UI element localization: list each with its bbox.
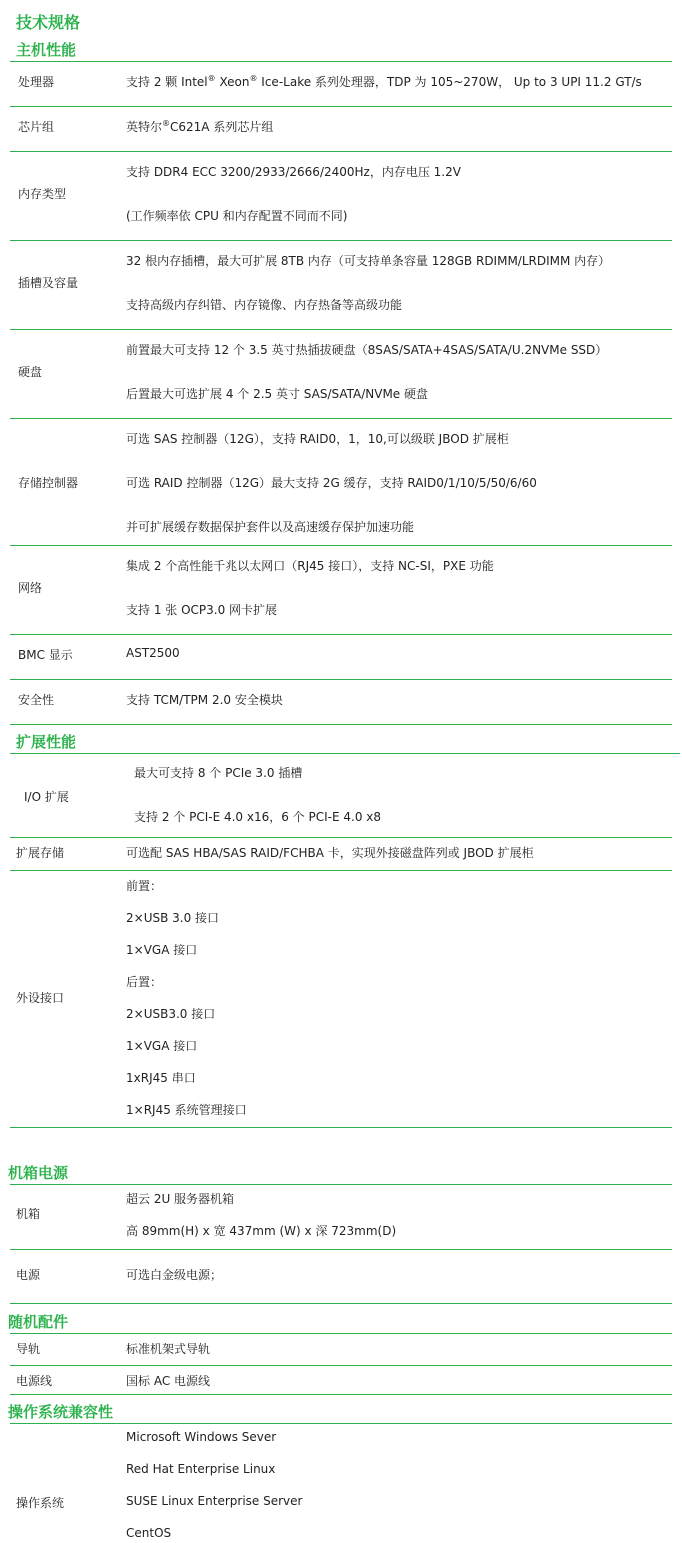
row-value-ports: 前置： bbox=[126, 879, 163, 893]
row-value-cord: 国标 AC 电源线 bbox=[126, 1374, 211, 1388]
row-value-bmc: AST2500 bbox=[126, 646, 180, 660]
row-label-memtype: 内存类型 bbox=[18, 187, 67, 201]
page-title: 技术规格 bbox=[16, 13, 81, 32]
row-label-bmc: BMC 显示 bbox=[18, 648, 73, 662]
row-value-ports: 后置： bbox=[126, 975, 163, 989]
divider bbox=[10, 418, 672, 419]
row-label-rail: 导轨 bbox=[16, 1342, 41, 1356]
row-value-memtype: 支持 DDR4 ECC 3200/2933/2666/2400Hz，内存电压 1.2V bbox=[126, 165, 461, 179]
row-value-ports: 2×USB 3.0 接口 bbox=[126, 911, 220, 925]
section-heading-host: 主机性能 bbox=[16, 41, 77, 59]
divider bbox=[10, 1249, 672, 1250]
divider bbox=[10, 679, 672, 680]
row-value-memtype: (工作频率依 CPU 和内存配置不同而不同) bbox=[126, 209, 348, 223]
row-label-network: 网络 bbox=[18, 581, 43, 595]
row-label-psu: 电源 bbox=[16, 1268, 41, 1282]
row-value-os: Microsoft Windows Sever bbox=[126, 1430, 277, 1444]
row-value-ports: 1×VGA 接口 bbox=[126, 943, 198, 957]
row-value-io: 支持 2 个 PCI-E 4.0 x16，6 个 PCI-E 4.0 x8 bbox=[134, 810, 382, 824]
section-heading-os: 操作系统兼容性 bbox=[8, 1403, 114, 1421]
row-value-storage: 并可扩展缓存数据保护套件以及高速缓存保护加速功能 bbox=[126, 520, 415, 534]
row-value-os: Red Hat Enterprise Linux bbox=[126, 1462, 276, 1476]
row-value-network: 支持 1 张 OCP3.0 网卡扩展 bbox=[126, 603, 278, 617]
section-heading-expansion: 扩展性能 bbox=[16, 733, 77, 751]
row-value-storage: 可选 SAS 控制器（12G），支持 RAID0，1，10,可以级联 JBOD 扩展柜 bbox=[126, 432, 509, 446]
row-label-disk: 硬盘 bbox=[18, 365, 43, 379]
row-value-psu: 可选白金级电源； bbox=[126, 1268, 223, 1282]
divider bbox=[10, 151, 672, 152]
divider bbox=[10, 1303, 672, 1304]
divider bbox=[10, 724, 672, 725]
section-heading-chassis: 机箱电源 bbox=[8, 1164, 69, 1182]
row-value-cpu: 支持 2 颗 Intel® Xeon® Ice-Lake 系列处理器，TDP 为 105~270W， Up to 3 UPI 11.2 GT/s bbox=[126, 74, 642, 89]
row-value-case: 超云 2U 服务器机箱 bbox=[126, 1192, 235, 1206]
divider bbox=[10, 1127, 672, 1128]
divider bbox=[10, 634, 672, 635]
row-value-os: SUSE Linux Enterprise Server bbox=[126, 1494, 303, 1508]
row-value-rail: 标准机架式导轨 bbox=[126, 1342, 211, 1356]
row-value-ports: 1×RJ45 系统管理接口 bbox=[126, 1103, 247, 1117]
divider bbox=[10, 1365, 672, 1366]
row-label-io: I/O 扩展 bbox=[24, 790, 69, 804]
row-value-io: 最大可支持 8 个 PCIe 3.0 插槽 bbox=[134, 766, 303, 780]
row-label-extstorage: 扩展存储 bbox=[16, 846, 65, 860]
row-label-storage: 存储控制器 bbox=[18, 476, 79, 490]
row-value-extstorage: 可选配 SAS HBA/SAS RAID/FCHBA 卡，实现外接磁盘阵列或 JBOD 扩展柜 bbox=[126, 846, 534, 860]
divider bbox=[10, 106, 672, 107]
row-value-disk: 后置最大可选扩展 4 个 2.5 英寸 SAS/SATA/NVMe 硬盘 bbox=[126, 387, 429, 401]
divider bbox=[10, 1184, 672, 1185]
divider bbox=[10, 1394, 672, 1395]
row-value-chipset: 英特尔®C621A 系列芯片组 bbox=[126, 119, 274, 134]
row-value-ports: 2×USB3.0 接口 bbox=[126, 1007, 216, 1021]
row-value-os: CentOS bbox=[126, 1526, 172, 1540]
divider bbox=[10, 1423, 672, 1424]
divider bbox=[10, 545, 672, 546]
row-label-case: 机箱 bbox=[16, 1207, 41, 1221]
divider bbox=[10, 329, 672, 330]
row-label-chipset: 芯片组 bbox=[18, 120, 55, 134]
divider bbox=[10, 240, 672, 241]
row-value-network: 集成 2 个高性能千兆以太网口（RJ45 接口），支持 NC-SI，PXE 功能 bbox=[126, 559, 494, 573]
row-label-ports: 外设接口 bbox=[16, 991, 65, 1005]
row-value-slots: 32 根内存插槽，最大可扩展 8TB 内存（可支持单条容量 128GB RDIMM/LRDIMM 内存） bbox=[126, 254, 611, 268]
row-value-disk: 前置最大可支持 12 个 3.5 英寸热插拔硬盘（8SAS/SATA+4SAS/SATA/U.2NVMe SSD） bbox=[126, 343, 608, 357]
row-value-security: 支持 TCM/TPM 2.0 安全模块 bbox=[126, 693, 283, 707]
row-value-ports: 1xRJ45 串口 bbox=[126, 1071, 196, 1085]
row-value-storage: 可选 RAID 控制器（12G）最大支持 2G 缓存，支持 RAID0/1/10/5/50/6/60 bbox=[126, 476, 537, 490]
divider bbox=[10, 837, 672, 838]
row-label-cpu: 处理器 bbox=[18, 75, 55, 89]
divider bbox=[10, 870, 672, 871]
row-value-ports: 1×VGA 接口 bbox=[126, 1039, 198, 1053]
row-value-case: 高 89mm(H) x 宽 437mm (W) x 深 723mm(D) bbox=[126, 1224, 397, 1238]
divider bbox=[10, 61, 672, 62]
row-label-security: 安全性 bbox=[18, 693, 55, 707]
section-heading-accessories: 随机配件 bbox=[8, 1313, 69, 1331]
row-value-slots: 支持高级内存纠错、内存镜像、内存热备等高级功能 bbox=[126, 298, 403, 312]
divider bbox=[10, 1333, 672, 1334]
row-label-slots: 插槽及容量 bbox=[18, 276, 79, 290]
row-label-os: 操作系统 bbox=[16, 1496, 65, 1510]
divider bbox=[10, 753, 680, 754]
row-label-cord: 电源线 bbox=[16, 1374, 53, 1388]
